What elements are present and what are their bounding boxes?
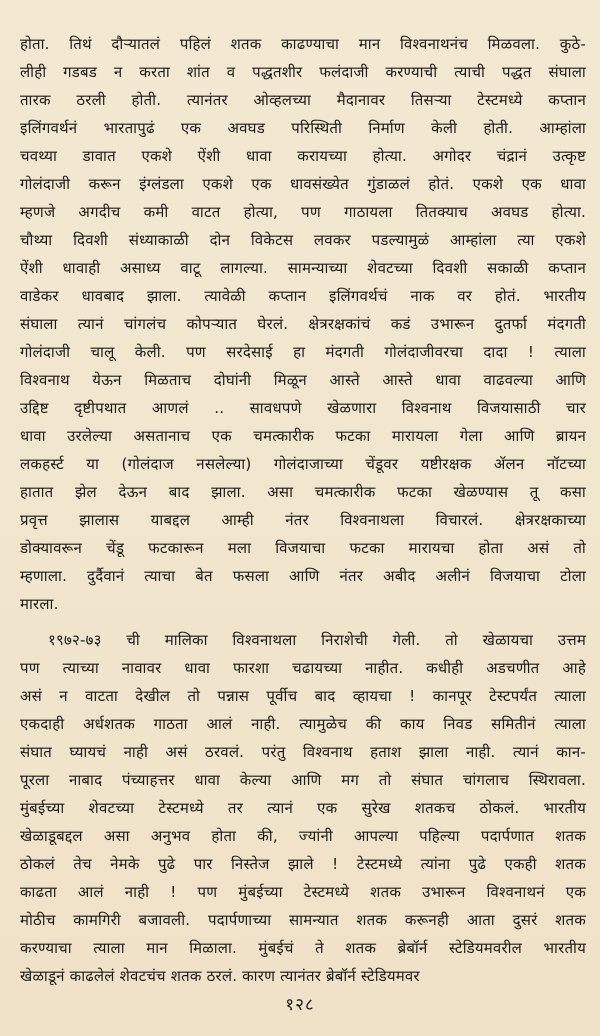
text-line: १९७२-७३ ची मालिका विश्वनाथला निराशेची गेली. तो खेळायचा उत्तम: [48, 631, 586, 649]
text-line: हातात झेल देऊन बाद झाला. असा चमत्कारीक फटका खेळण्यास तू कसा: [20, 483, 586, 501]
text-line: चौथ्या दिवशी संध्याकाळी दोन विकेटस लवकर पडल्यामुळं आम्हांला त्या एकशे: [20, 231, 586, 249]
text-line: लकहर्स्ट या (गोलंदाज नसलेल्या) गोलंदाजाच्या चेंडूवर यष्टीरक्षक ॲलन नॉटच्या: [20, 455, 586, 473]
paragraph: [20, 30, 586, 618]
text-line: विश्वनाथ येऊन मिळताच दोघांनी मिळून आस्ते आस्ते धावा वाढवल्या आणि: [20, 371, 586, 389]
text-line: वाडेकर धावबाद झाला. त्यावेळी कप्तान इलिंगवर्थचं नाक वर होतं. भारतीय: [20, 287, 586, 305]
text-line: काढता आलं नाही ! पण मुंबईच्या टेस्टमध्ये शतक उभारून विश्वनाथनं एक: [20, 883, 586, 901]
text-line: डोक्यावरून चेंडू फटकारून मला विजयाचा फटका मारायचा होता असं तो: [20, 539, 586, 557]
text-body: [20, 30, 586, 990]
page-number: १२८: [285, 995, 315, 1015]
text-line: मुंबईच्या शेवटच्या टेस्टमध्ये तर त्यानं एक सुरेख शतकच ठोकलं. भारतीय: [20, 799, 586, 817]
text-line: संघाला त्यानं चांगलंच कोपऱ्यात घेरलं. क्षेत्ररक्षकांचं कडं उभारून दुतर्फा मंदगती: [20, 315, 586, 333]
text-line: मोठीच कामगिरी बजावली. पदार्पणाच्या सामन्यात शतक करूनही आता दुसरं शतक: [20, 911, 586, 929]
text-line: एकदाही अर्धशतक गाठता आलं नाही. त्यामुळेच की काय निवड समितीनं त्याला: [20, 715, 586, 733]
text-line: पूरला नाबाद पंच्याहत्तर धावा केल्या आणि मग तो संघात चांगलाच स्थिरावला.: [20, 771, 586, 789]
text-line: इलिंगवर्थनं भारतापुढं एक अवघड परिस्थिती निर्माण केली होती. आम्हांला: [20, 119, 586, 137]
text-line: म्हणजे अगदीच कमी वाटत होत्या, पण गाठायला तितक्याच अवघड होत्या.: [20, 203, 586, 221]
text-line: खेळाडूनं काढलेलं शेवटचंच शतक ठरलं. कारण त्यानंतर ब्रेबॉर्न स्टेडियमवर: [20, 967, 420, 985]
text-line: करण्याचा त्याला मान मिळाला. मुंबईचं ते शतक ब्रेबॉर्न स्टेडियमवरील भारतीय: [20, 939, 586, 957]
text-line: खेळाडूबद्दल असा अनुभव होता की, ज्यांनी आपल्या पहिल्या पदार्पणात शतक: [20, 827, 586, 845]
text-line: उद्दिष्ट दृष्टीपथात आणलं .. सावधपणे खेळणारा विश्वनाथ विजयासाठी चार: [20, 399, 586, 417]
text-line: ऐंशी धावाही असाध्य वाटू लागल्या. सामन्याच्या शेवटच्या दिवशी सकाळी कप्तान: [20, 259, 586, 277]
text-line: ठोकलं तेच नेमके पुढे पार निस्तेज झाले ! टेस्टमध्ये त्यांना पुढे एकही शतक: [20, 855, 586, 873]
text-line: धावा उरलेल्या असतानाच एक चमत्कारीक फटका मारायला गेला आणि ब्रायन: [20, 427, 586, 445]
text-line: प्रवृत्त झालास याबद्दल आम्ही नंतर विश्वनाथला विचारलं. क्षेत्ररक्षकाच्या: [20, 511, 586, 529]
text-line: गोलंदाजी चालू केली. पण सरदेसाई हा मंदगती गोलंदाजीवरचा दादा ! त्याला: [20, 343, 586, 361]
text-line: गोलंदाजी करून इंग्लंडला एकशे एक धावसंख्येत गुंडाळलं होतं. एकशे एक धावा: [20, 175, 586, 193]
text-line: होता. तिथं दौऱ्यातलं पहिलं शतक काढण्याचा मान विश्वनाथनंच मिळवला. कुठे-: [20, 35, 586, 53]
text-line: संघात घ्यायचं नाही असं ठरवलं. परंतु विश्वनाथ हताश झाला नाही. त्यानं कान-: [20, 743, 586, 761]
text-line: पण त्याच्या नावावर धावा फारशा चढायच्या नाहीत. कधीही अडचणीत आहे: [20, 659, 586, 677]
text-line: तारक ठरली होती. त्यानंतर ओव्हलच्या मैदानावर तिसऱ्या टेस्टमध्ये कप्तान: [20, 91, 586, 109]
text-line: लीही गडबड न करता शांत व पद्धतशीर फलंदाजी करण्याची त्याची पद्धत संघाला: [20, 63, 586, 81]
text-line: असं न वाटता देखील तो पन्नास पूर्वीच बाद व्हायचा ! कानपूर टेस्टपर्यंत त्याला: [20, 687, 586, 705]
text-line: चवथ्या डावात एकशे ऐंशी धावा करायच्या होत्या. अगोदर चंद्रानं उत्कृष्ट: [20, 147, 586, 165]
text-line: म्हणाला. दुर्दैवानं त्याचा बेत फसला आणि नंतर अबीद अलीनं विजयाचा टोला: [20, 567, 586, 585]
text-line: मारला.: [20, 595, 59, 613]
paragraph: [20, 626, 586, 990]
